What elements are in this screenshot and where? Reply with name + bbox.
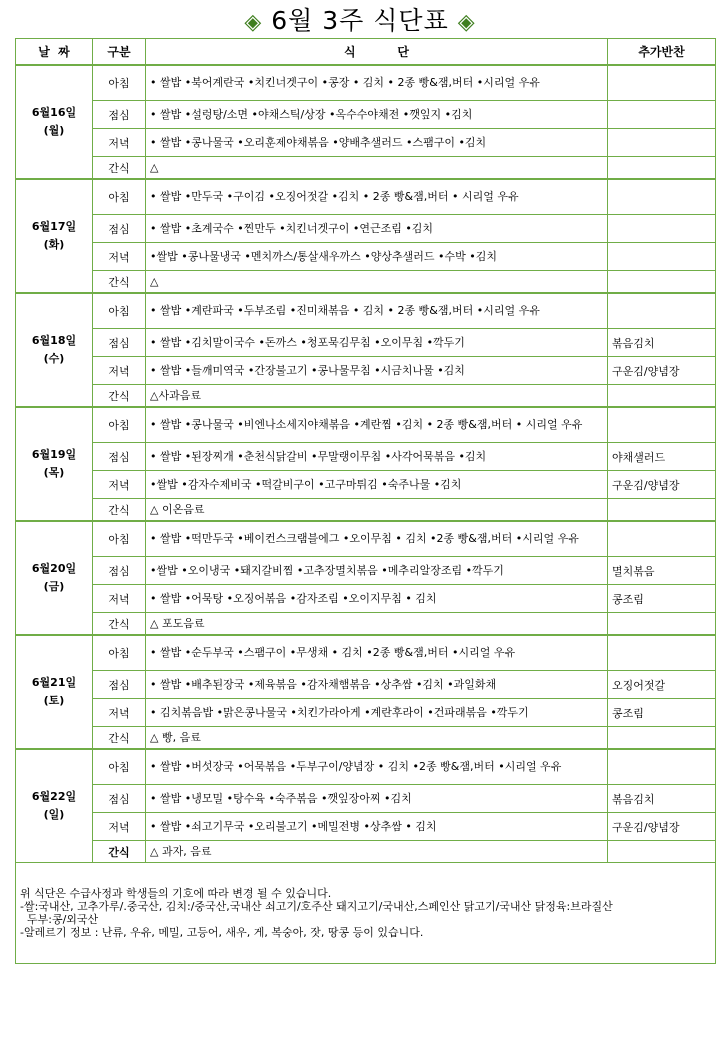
date-cell	[16, 407, 93, 521]
date-label: 6월18일	[31, 334, 77, 347]
weekday-label: (토)	[43, 694, 65, 707]
header-extra: 추가반찬	[608, 39, 716, 66]
meal-type: 점심	[93, 785, 146, 813]
meal-type: 간식	[93, 613, 146, 636]
header-row	[16, 39, 716, 66]
menu-items: △	[146, 157, 608, 180]
extra-side-dish: 콩조림	[608, 585, 716, 613]
date-cell	[16, 179, 93, 293]
meal-type: 아침	[93, 635, 146, 671]
extra-side-dish: 볶음김치	[608, 329, 716, 357]
note-line: 위 식단은 수급사정과 학생들의 기호에 따라 변경 될 수 있습니다.	[20, 887, 332, 900]
note-line: -알레르기 정보 : 난류, 우유, 메밀, 고등어, 새우, 게, 복숭아, 잣, 땅콩 등이 있습니다.	[20, 926, 424, 939]
table-row	[16, 329, 716, 357]
extra-side-dish: 멸치볶음	[608, 557, 716, 585]
meal-type: 저녁	[93, 699, 146, 727]
menu-items: • 쌀밥 •버섯장국 •어묵볶음 •두부구이/양념장 • 김치 •2종 빵&잼,버터 •시리얼 우유	[146, 749, 608, 785]
extra-side-dish	[608, 271, 716, 294]
menu-items: △ 과자, 음료	[146, 841, 608, 863]
extra-side-dish	[608, 521, 716, 557]
menu-items: • 쌀밥 •초계국수 •찐만두 •치킨너겟구이 •연근조림 •김치	[146, 215, 608, 243]
table-row	[16, 749, 716, 785]
meal-type: 간식	[93, 271, 146, 294]
table-row	[16, 271, 716, 294]
page-title	[0, 4, 720, 40]
weekday-label: (화)	[43, 238, 65, 251]
table-row	[16, 243, 716, 271]
meal-table	[15, 38, 716, 964]
table-row	[16, 585, 716, 613]
table-row	[16, 813, 716, 841]
date-cell	[16, 65, 93, 179]
extra-side-dish	[608, 129, 716, 157]
note-line: 두부:콩/외국산	[20, 913, 99, 926]
menu-items: • 쌀밥 •들깨미역국 •간장불고기 •콩나물무침 •시금치나물 •김치	[146, 357, 608, 385]
meal-type: 아침	[93, 293, 146, 329]
day-group	[16, 179, 716, 293]
extra-side-dish: 볶음김치	[608, 785, 716, 813]
extra-side-dish	[608, 499, 716, 522]
menu-items: • 쌀밥 •콩나물국 •비엔나소세지야채볶음 •계란찜 •김치 • 2종 빵&잼,버터 • 시리얼 우유	[146, 407, 608, 443]
table-row	[16, 179, 716, 215]
extra-side-dish: 구운김/양념장	[608, 813, 716, 841]
day-group	[16, 635, 716, 749]
extra-side-dish	[608, 727, 716, 750]
date-label: 6월21일	[31, 676, 77, 689]
menu-items: • 쌀밥 •콩나물국 •오리훈제야채볶음 •양배추샐러드 •스팸구이 •김치	[146, 129, 608, 157]
menu-items: △ 빵, 음료	[146, 727, 608, 750]
extra-side-dish	[608, 407, 716, 443]
extra-side-dish: 구운김/양념장	[608, 471, 716, 499]
table-row	[16, 385, 716, 408]
notes-row	[16, 863, 716, 964]
weekday-label: (금)	[43, 580, 65, 593]
meal-type: 점심	[93, 671, 146, 699]
table-row	[16, 129, 716, 157]
meal-type: 점심	[93, 215, 146, 243]
extra-side-dish: 콩조림	[608, 699, 716, 727]
date-label: 6월17일	[31, 220, 77, 233]
table-row	[16, 785, 716, 813]
day-group	[16, 521, 716, 635]
table-row	[16, 521, 716, 557]
weekday-label: (수)	[43, 352, 65, 365]
table-row	[16, 443, 716, 471]
table-row	[16, 613, 716, 636]
weekday-label: (목)	[43, 466, 65, 479]
meal-type: 점심	[93, 329, 146, 357]
extra-side-dish	[608, 215, 716, 243]
extra-side-dish	[608, 65, 716, 101]
menu-items: • 쌀밥 •만두국 •구이김 •오징어젓갈 •김치 • 2종 빵&잼,버터 • 시리얼 우유	[146, 179, 608, 215]
menu-items: △사과음료	[146, 385, 608, 408]
table-row	[16, 635, 716, 671]
date-label: 6월16일	[31, 106, 77, 119]
extra-side-dish	[608, 179, 716, 215]
menu-items: • 쌀밥 •설렁탕/소면 •야채스틱/상장 •옥수수야채전 •깻잎지 •김치	[146, 101, 608, 129]
menu-items: • 쌀밥 •북어계란국 •치킨너겟구이 •콩장 • 김치 • 2종 빵&잼,버터 •시리얼 우유	[146, 65, 608, 101]
meal-type: 아침	[93, 65, 146, 101]
menu-items: • 쌀밥 •어묵탕 •오징어볶음 •감자조림 •오이지무침 • 김치	[146, 585, 608, 613]
table-row	[16, 215, 716, 243]
day-group	[16, 407, 716, 521]
table-row	[16, 727, 716, 750]
extra-side-dish	[608, 157, 716, 180]
meal-type: 간식	[93, 841, 146, 863]
extra-side-dish	[608, 101, 716, 129]
meal-type: 간식	[93, 727, 146, 750]
date-cell	[16, 293, 93, 407]
menu-items: △ 이온음료	[146, 499, 608, 522]
menu-items: • 쌀밥 •떡만두국 •베이컨스크램블에그 •오이무침 • 김치 •2종 빵&잼,버터 •시리얼 우유	[146, 521, 608, 557]
diamond-icon-right: ◈	[457, 10, 476, 35]
date-cell	[16, 521, 93, 635]
table-row	[16, 293, 716, 329]
meal-type: 저녁	[93, 471, 146, 499]
table-row	[16, 157, 716, 180]
meal-type: 저녁	[93, 813, 146, 841]
meal-type: 점심	[93, 443, 146, 471]
table-row	[16, 699, 716, 727]
menu-items: •쌀밥 •감자수제비국 •떡갈비구이 •고구마튀김 •숙주나물 •김치	[146, 471, 608, 499]
note-line: -쌀:국내산, 고추가루/.중국산, 김치:/중국산,국내산 쇠고기/호주산 돼지고기/국내산,스페인산 닭고기/국내산 닭정육:브라질산	[20, 900, 613, 913]
table-row	[16, 407, 716, 443]
menu-items: • 쌀밥 •배추된장국 •제육볶음 •감자채햄볶음 •상추쌈 •김치 •과일화채	[146, 671, 608, 699]
menu-items: • 쌀밥 •순두부국 •스팸구이 •무생채 • 김치 •2종 빵&잼,버터 •시리얼 우유	[146, 635, 608, 671]
table-row	[16, 499, 716, 522]
weekday-label: (월)	[43, 124, 65, 137]
table-row	[16, 671, 716, 699]
extra-side-dish	[608, 749, 716, 785]
extra-side-dish: 구운김/양념장	[608, 357, 716, 385]
table-row	[16, 65, 716, 101]
date-cell	[16, 635, 93, 749]
meal-type: 아침	[93, 407, 146, 443]
menu-items: △	[146, 271, 608, 294]
extra-side-dish	[608, 385, 716, 408]
extra-side-dish	[608, 613, 716, 636]
meal-type: 간식	[93, 499, 146, 522]
table-row	[16, 557, 716, 585]
meal-type: 간식	[93, 385, 146, 408]
meal-type: 저녁	[93, 585, 146, 613]
extra-side-dish	[608, 635, 716, 671]
menu-items: • 쌀밥 •김치말이국수 •돈까스 •청포묵김무침 •오이무침 •깍두기	[146, 329, 608, 357]
meal-type: 점심	[93, 101, 146, 129]
meal-type: 아침	[93, 521, 146, 557]
extra-side-dish	[608, 841, 716, 863]
date-cell	[16, 749, 93, 863]
meal-type: 저녁	[93, 129, 146, 157]
notes-cell	[16, 863, 716, 964]
day-group	[16, 293, 716, 407]
diamond-icon-left: ◈	[244, 10, 263, 35]
day-group	[16, 65, 716, 179]
menu-items: •쌀밥 •콩나물냉국 •멘치까스/통살새우까스 •양상추샐러드 •수박 •김치	[146, 243, 608, 271]
table-row	[16, 841, 716, 863]
date-label: 6월22일	[31, 790, 77, 803]
date-label: 6월20일	[31, 562, 77, 575]
table-row	[16, 357, 716, 385]
table-row	[16, 471, 716, 499]
meal-type: 저녁	[93, 243, 146, 271]
meal-type: 아침	[93, 749, 146, 785]
extra-side-dish: 야채샐러드	[608, 443, 716, 471]
meal-type: 점심	[93, 557, 146, 585]
page-title-text: 6월 3주 식단표	[271, 6, 449, 35]
menu-items: • 쌀밥 •쇠고기무국 •오리불고기 •메밀전병 •상추쌈 • 김치	[146, 813, 608, 841]
extra-side-dish	[608, 293, 716, 329]
meal-type: 저녁	[93, 357, 146, 385]
menu-items: △ 포도음료	[146, 613, 608, 636]
menu-items: • 쌀밥 •냉모밀 •탕수육 •숙주볶음 •깻잎장아찌 •김치	[146, 785, 608, 813]
extra-side-dish: 오징어젓갈	[608, 671, 716, 699]
menu-items: •쌀밥 •오이냉국 •돼지갈비찜 •고추장멸치볶음 •메추리알장조림 •깍두기	[146, 557, 608, 585]
menu-items: • 김치볶음밥 •맑은콩나물국 •치킨가라아게 •계란후라이 •건파래볶음 •깍두기	[146, 699, 608, 727]
header-menu: 식 단	[146, 39, 608, 66]
header-type: 구분	[93, 39, 146, 66]
meal-type: 간식	[93, 157, 146, 180]
weekday-label: (일)	[43, 808, 65, 821]
day-group	[16, 749, 716, 863]
menu-items: • 쌀밥 •된장찌개 •춘천식닭갈비 •무말랭이무침 •사각어묵볶음 •김치	[146, 443, 608, 471]
meal-type: 아침	[93, 179, 146, 215]
date-label: 6월19일	[31, 448, 77, 461]
header-date: 날 짜	[16, 39, 93, 66]
menu-items: • 쌀밥 •계란파국 •두부조림 •진미채볶음 • 김치 • 2종 빵&잼,버터 •시리얼 우유	[146, 293, 608, 329]
table-row	[16, 101, 716, 129]
extra-side-dish	[608, 243, 716, 271]
